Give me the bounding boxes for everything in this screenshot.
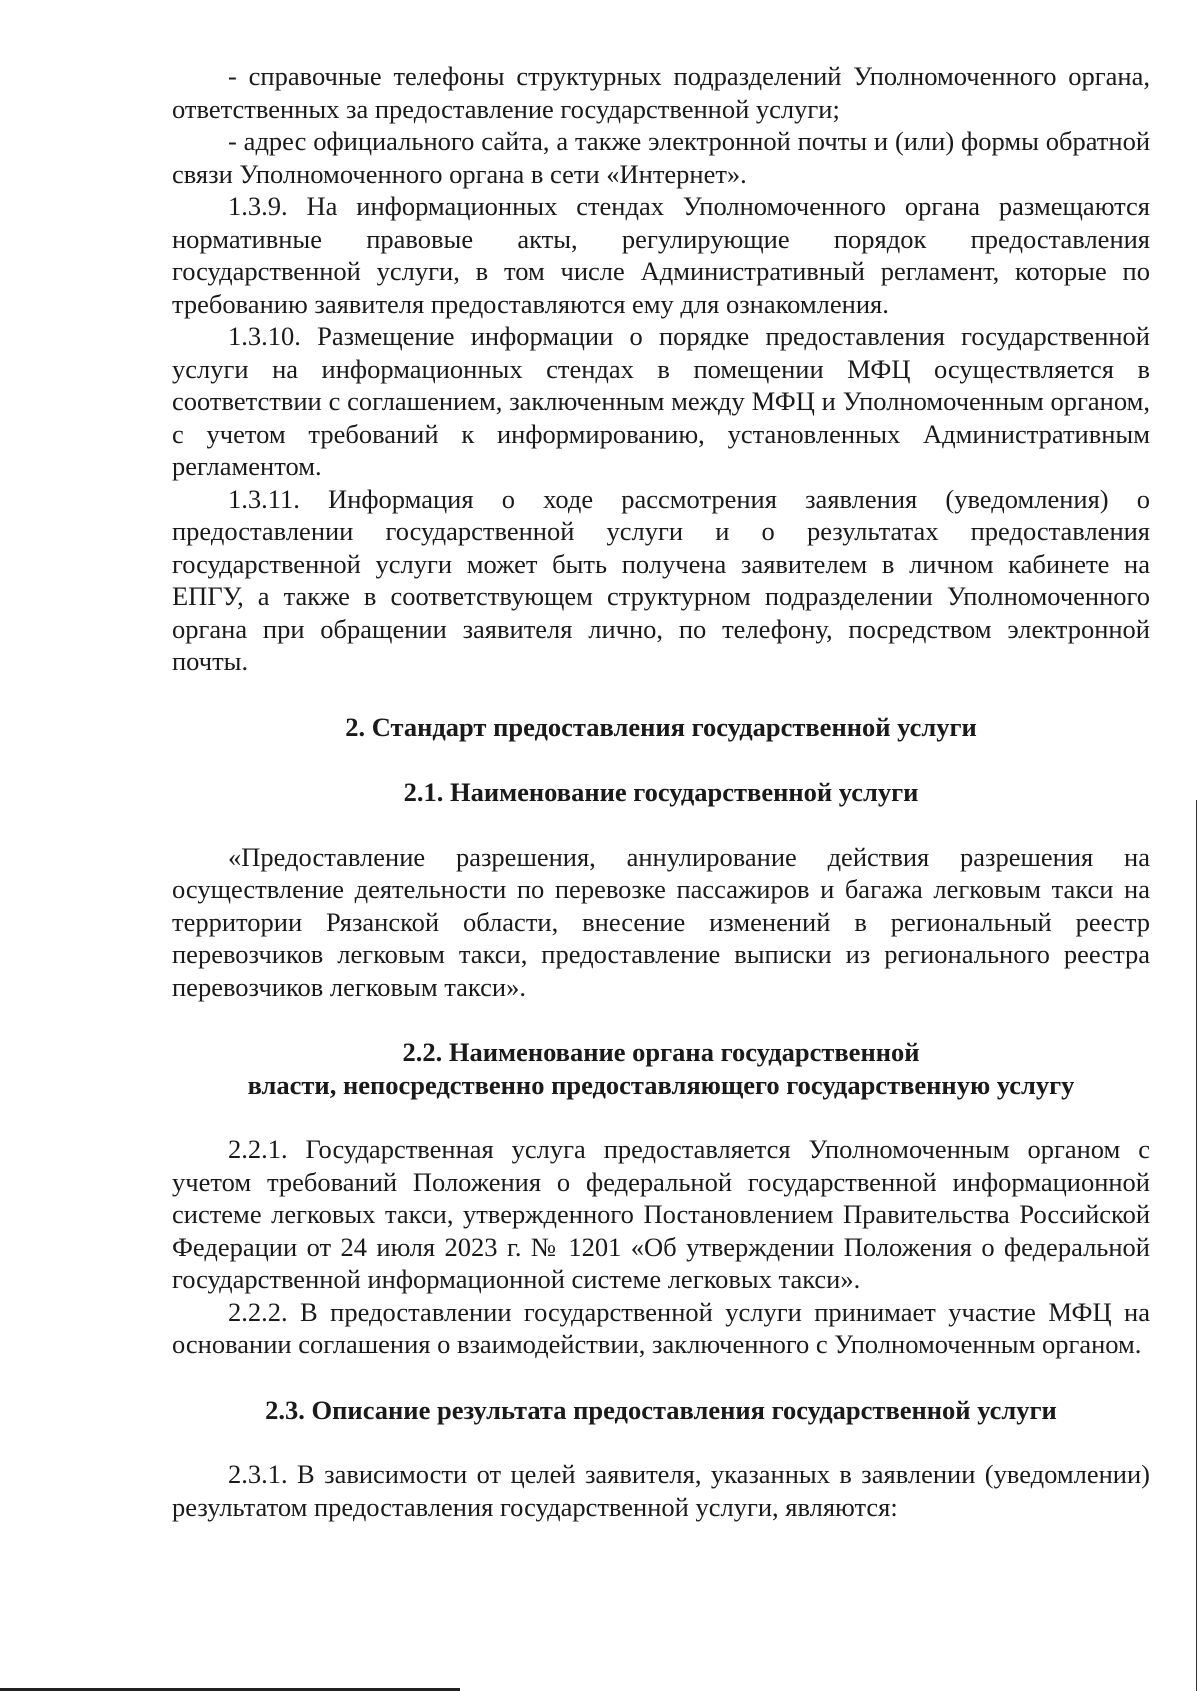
spacer	[172, 678, 1150, 711]
document-page	[172, 60, 1150, 1523]
section-2-2-heading-line2: власти, непосредственно предоставляющего государственную услугу	[247, 1069, 1075, 1100]
spacer	[172, 1003, 1150, 1036]
scan-edge-line	[1196, 800, 1197, 1691]
paragraph-2-2-2: 2.2.2. В предоставлении государственной услуги принимает участие МФЦ на основании соглашения о взаимодействии, заключенного с Уполномоченным органом.	[172, 1296, 1150, 1359]
paragraph-1-3-9: 1.3.9. На информационных стендах Уполномоченного органа размещаются нормативные правовые акты, регулирующие порядок предоставления государственной услуги, в том числе Административный регламент, которые по требованию заявителя предоставляются ему для ознакомления.	[172, 191, 1150, 319]
spacer	[172, 1426, 1150, 1458]
section-2-2-heading-line1: 2.2. Наименование органа государственной	[402, 1037, 920, 1067]
paragraph-website: - адрес официального сайта, а также электронной почты и (или) формы обратной связи Уполномоченного органа в сети «Интернет».	[172, 126, 1150, 189]
section-2-3-heading: 2.3. Описание результата предоставления государственной услуги	[265, 1394, 1057, 1425]
section-2-heading: 2. Стандарт предоставления государственной услуги	[345, 711, 977, 742]
section-2-1-heading: 2.1. Наименование государственной услуги	[403, 777, 919, 807]
paragraph-service-name: «Предоставление разрешения, аннулирование действия разрешения на осуществление деятельности по перевозке пассажиров и багажа легковым такси на территории Рязанской области, внесение изменений в региональный реестр перевозчиков легковым такси, предоставление выписки из регионального реестра перевозчиков легковым такси».	[172, 841, 1150, 1002]
paragraph-2-3-1: 2.3.1. В зависимости от целей заявителя, указанных в заявлении (уведомлении) результатом предоставления государственной услуги, являются:	[172, 1459, 1150, 1522]
spacer	[172, 809, 1150, 841]
paragraph-1-3-11: 1.3.11. Информация о ходе рассмотрения заявления (уведомления) о предоставлении государственной услуги и о результатах предоставления государственной услуги может быть получена заявителем в личном кабинете на ЕПГУ, а также в соответствующем структурном подразделении Уполномоченного органа при обращении заявителя лично, по телефону, посредством электронной почты.	[172, 483, 1150, 676]
spacer	[172, 743, 1150, 776]
paragraph-1-3-10: 1.3.10. Размещение информации о порядке предоставления государственной услуги на информационных стендах в помещении МФЦ осуществляется в соответствии с соглашением, заключенным между МФЦ и Уполномоченным органом, с учетом требований к информированию, установленных Административным регламентом.	[172, 321, 1150, 481]
paragraph-2-2-1: 2.2.1. Государственная услуга предоставляется Уполномоченным органом с учетом требований Положения о федеральной государственной информационной системе легковых такси, утвержденного Постановлением Правительства Российской Федерации от 24 июля 2023 г. № 1201 «Об утверждении Положения о федеральной государственной информационной системе легковых такси».	[172, 1134, 1150, 1294]
paragraph-phones: - справочные телефоны структурных подразделений Уполномоченного органа, ответственных за предоставление государственной услуги;	[172, 61, 1150, 124]
spacer	[172, 1361, 1150, 1394]
spacer	[172, 1101, 1150, 1133]
